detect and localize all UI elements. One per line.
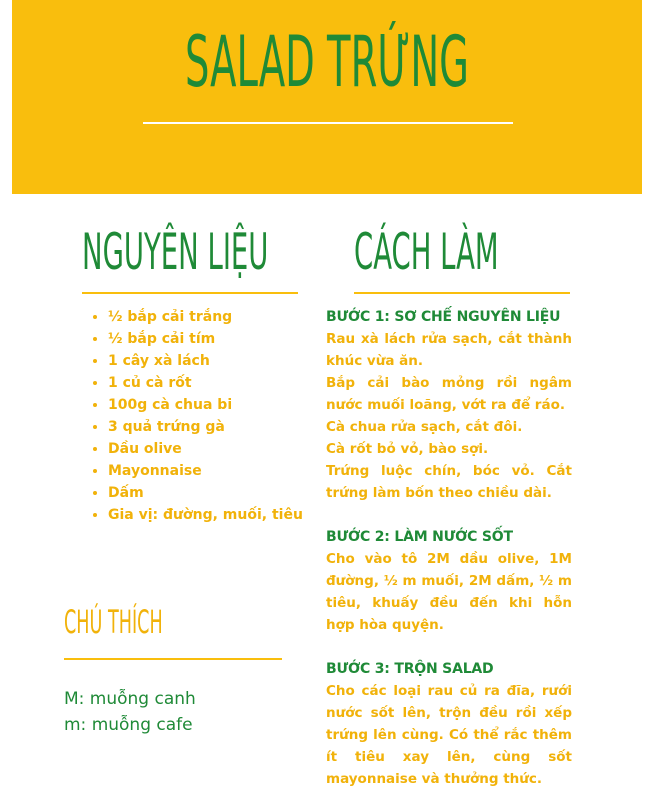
method-underline	[354, 292, 570, 294]
ingredient-item: • Dấm	[108, 482, 338, 504]
step-paragraph: Trứng luộc chín, bóc vỏ. Cắt trứng làm bốn theo chiều dài.	[326, 463, 572, 501]
note-item: m: muỗng cafe	[64, 715, 193, 735]
ingredient-item: • 1 cây xà lách	[108, 350, 338, 372]
ingredient-item: • Gia vị: đường, muối, tiêu	[108, 504, 338, 526]
ingredient-item: • 1 củ cà rốt	[108, 372, 338, 394]
step-heading: BƯỚC 3: TRỘN SALAD	[326, 661, 494, 677]
step-paragraph: Cho vào tô 2M dầu olive, 1M đường, ½ m muối, 2M dấm, ½ m tiêu, khuấy đều đến khi hỗn hợp hòa quyện.	[326, 551, 572, 633]
step-text	[326, 328, 572, 504]
ingredient-item: • Dầu olive	[108, 438, 338, 460]
step-text	[326, 548, 572, 636]
step-paragraph: Cà rốt bỏ vỏ, bào sợi.	[326, 441, 489, 457]
step-1	[326, 306, 572, 504]
ingredients-underline	[82, 292, 298, 294]
ingredient-item: • Mayonnaise	[108, 460, 338, 482]
step-paragraph: Cà chua rửa sạch, cắt đôi.	[326, 419, 523, 435]
step-2	[326, 526, 572, 636]
step-paragraph: Bắp cải bào mỏng rồi ngâm nước muối loãng, vớt ra để ráo.	[326, 375, 572, 413]
ingredient-item: • 3 quả trứng gà	[108, 416, 338, 438]
step-text	[326, 680, 572, 790]
ingredient-item: • 100g cà chua bi	[108, 394, 338, 416]
step-paragraph: Rau xà lách rửa sạch, cắt thành khúc vừa ăn.	[326, 331, 572, 369]
page-title: SALAD TRỨNG	[185, 21, 469, 103]
title-underline	[143, 122, 513, 124]
note-item: M: muỗng canh	[64, 689, 196, 709]
ingredient-item: • ½ bắp cải tím	[108, 328, 338, 350]
notes-heading: CHÚ THÍCH	[64, 603, 163, 641]
ingredient-item: • ½ bắp cải trắng	[108, 306, 338, 328]
ingredients-list	[86, 306, 338, 526]
title-banner	[12, 0, 642, 194]
method-heading: CÁCH LÀM	[354, 223, 499, 281]
ingredients-heading: NGUYÊN LIỆU	[82, 223, 269, 281]
step-heading: BƯỚC 1: SƠ CHẾ NGUYÊN LIỆU	[326, 309, 561, 325]
step-3	[326, 658, 572, 790]
notes-underline	[64, 658, 282, 660]
step-heading: BƯỚC 2: LÀM NƯỚC SỐT	[326, 529, 513, 545]
step-paragraph: Cho các loại rau củ ra đĩa, rưới nước sốt lên, trộn đều rồi xếp trứng lên cùng. Có thể rắc thêm ít tiêu xay lên, cùng sốt mayonnaise và thưởng thức.	[326, 683, 572, 787]
